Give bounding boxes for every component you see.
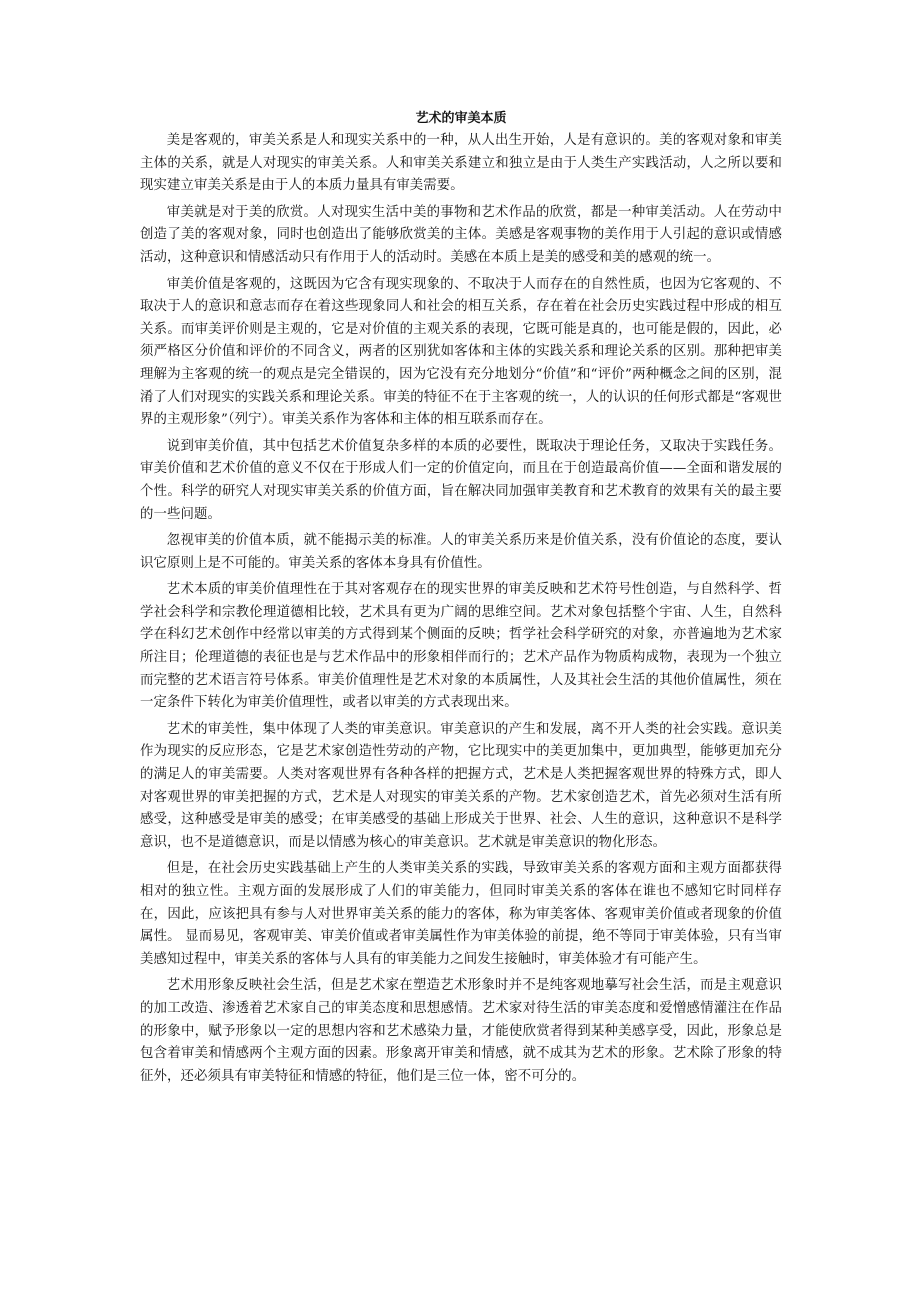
paragraph-4: 说到审美价值，其中包括艺术价值复杂多样的本质的必要性，既取决于理论任务，又取决于实践任务。审美价值和艺术价值的意义不仅在于形成人们一定的价值定向，而且在于创造最高价值——全面和谐发展的个性。科学的研究人对现实审美关系的价值方面，旨在解决同加强审美教育和艺术教育的效果有关的最主要的一些问题。 xyxy=(140,438,782,522)
paragraph-8: 但是，在社会历史实践基础上产生的人类审美关系的实践，导致审美关系的客观方面和主观方面都获得相对的独立性。主观方面的发展形成了人们的审美能力，但同时审美关系的客体在谁也不感知它时同样存在，因此，应该把具有参与人对世界审美关系的能力的客体，称为审美客体、客观审美价值或者现象的价值属性。 显而易见，客观审美、审美价值或者审美属性作为审美体验的前提，绝不等同于审美体验，只有当审美感知过程中，审美关系的客体与人具有的审美能力之间发生接触时，审美体验才有可能产生。 xyxy=(140,861,782,967)
paragraph-5: 忽视审美的价值本质，就不能揭示美的标准。人的审美关系历来是价值关系，没有价值论的态度，要认识它原则上是不可能的。审美关系的客体本身具有价值性。 xyxy=(140,533,782,571)
paragraph-1: 美是客观的，审美关系是人和现实关系中的一种，从人出生开始，人是有意识的。美的客观对象和审美主体的关系，就是人对现实的审美关系。人和审美关系建立和独立是由于人类生产实践活动，人之所以要和现实建立审美关系是由于人的本质力量具有审美需要。 xyxy=(140,133,782,194)
document-body xyxy=(140,108,782,1088)
paragraph-3: 审美价值是客观的，这既因为它含有现实现象的、不取决于人而存在的自然性质，也因为它客观的、不取决于人的意识和意志而存在着这些现象同人和社会的相互关系，存在着在社会历史实践过程中形成的相互关系。而审美评价则是主观的，它是对价值的主观关系的表现，它既可能是真的，也可能是假的，因此，必须严格区分价值和评价的不同含义，两者的区别犹如客体和主体的实践关系和理论关系的区别。那种把审美理解为主客观的统一的观点是完全错误的，因为它没有充分地划分“价值”和“评价”两种概念之间的区别，混淆了人们对现实的实践关系和理论关系。审美的特征不在于主客观的统一，人的认识的任何形式都是“客观世界的主观形象”（列宁）。审美关系作为客体和主体的相互联系而存在。 xyxy=(140,276,782,428)
paragraph-7: 艺术的审美性，集中体现了人类的审美意识。审美意识的产生和发展，离不开人类的社会实践。意识美作为现实的反应形态，它是艺术家创造性劳动的产物，它比现实中的美更加集中，更加典型，能够更加充分的满足人的审美需要。人类对客观世界有各种各样的把握方式，艺术是人类把握客观世界的特殊方式，即人对客观世界的审美把握的方式，艺术是人对现实的审美关系的产物。艺术家创造艺术，首先必须对生活有所感受，这种感受是审美的感受；在审美感受的基础上形成关于世界、社会、人生的意识，这种意识不是科学意识，也不是道德意识，而是以情感为核心的审美意识。艺术就是审美意识的物化形态。 xyxy=(140,721,782,850)
document-title: 艺术的审美本质 xyxy=(415,111,507,126)
paragraph-9: 艺术用形象反映社会生活，但是艺术家在塑造艺术形象时并不是纯客观地摹写社会生活，而是主观意识的加工改造、渗透着艺术家自己的审美态度和思想感情。艺术家对待生活的审美态度和爱憎感情灌注在作品的形象中，赋予形象以一定的思想内容和艺术感染力量，才能使欣赏者得到某种美感享受，因此，形象总是包含着审美和情感两个主观方面的因素。形象离开审美和情感，就不成其为艺术的形象。艺术除了形象的特征外，还必须具有审美特征和情感的特征，他们是三位一体，密不可分的。 xyxy=(140,978,782,1084)
paragraph-2: 审美就是对于美的欣赏。人对现实生活中美的事物和艺术作品的欣赏，都是一种审美活动。人在劳动中创造了美的客观对象，同时也创造出了能够欣赏美的主体。美感是客观事物的美作用于人引起的意识或情感活动，这种意识和情感活动只有作用于人的活动时。美感在本质上是美的感受和美的感观的统一。 xyxy=(140,204,782,265)
paragraph-6: 艺术本质的审美价值理性在于其对客观存在的现实世界的审美反映和艺术符号性创造，与自然科学、哲学社会科学和宗教伦理道德相比较，艺术具有更为广阔的思维空间。艺术对象包括整个宇宙、人生，自然科学在科幻艺术创作中经常以审美的方式得到某个侧面的反映；哲学社会科学研究的对象，亦普遍地为艺术家所注目；伦理道德的表征也是与艺术作品中的形象相伴而行的；艺术产品作为物质构成物，表现为一个独立而完整的艺术语言符号体系。审美价值理性是艺术对象的本质属性，人及其社会生活的其他价值属性，须在一定条件下转化为审美价值理性，或者以审美的方式表现出来。 xyxy=(140,582,782,711)
